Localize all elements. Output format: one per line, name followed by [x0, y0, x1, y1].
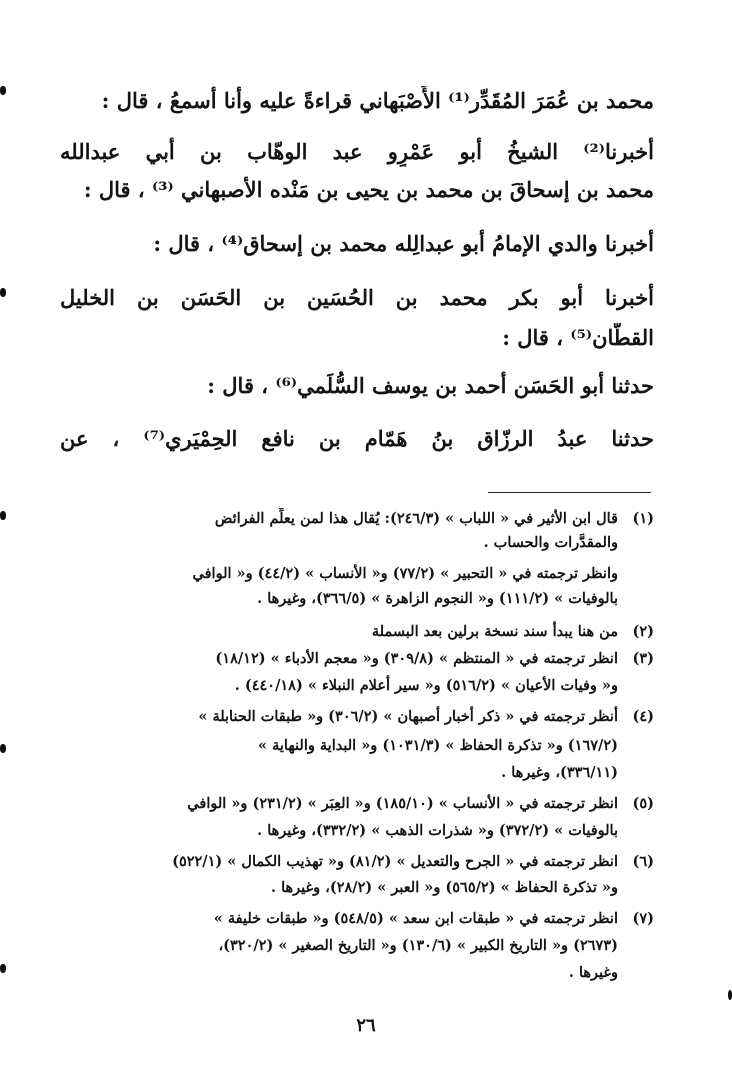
footnote-5 — [88, 793, 654, 815]
page-number: ٢٦ — [356, 1015, 376, 1036]
footnote-text: و« وفيات الأعيان » (٥١٦/٢) و« سير أعلام النبلاء » (٤٤٠/١٨) . — [234, 677, 618, 694]
footnote-text: انظر ترجمته في « طبقات ابن سعد » (٥٤٨/٥) و« طبقات خليفة » — [213, 910, 618, 927]
main-text-line: حدثنا عبدُ الرزّاق بنُ هَمّام بن نافع الحِمْيَري⁽⁷⁾ ، عن — [60, 426, 654, 451]
footnote-text: (١٦٧/٢) و« تذكرة الحفاظ » (١٠٣١/٣) و« البداية والنهاية » — [258, 737, 618, 754]
footnote-text: بالوفيات » (٣٧٢/٢) و« شذرات الذهب » (٣٣٢/٢)، وغيرها . — [257, 822, 618, 839]
footnote-text: انظر ترجمته في « الجرح والتعديل » (٨١/٢) و« تهذيب الكمال » (٥٢٢/١) — [172, 853, 618, 870]
footnote-text: انظر ترجمته في « الأنساب » (١٨٥/١٠) و« العِبَر » (٢٣١/٢) و« الوافي — [187, 795, 618, 812]
main-text-line: أخبرنا والدي الإمامُ أبو عبدالِله محمد بن إسحاق⁽⁴⁾ ، قال : — [153, 231, 654, 256]
footnote-7-cont — [88, 935, 654, 957]
footnote-text: (٢٦٧٣) و« التاريخ الكبير » (١٣٠/٦) و« التاريخ الصغير » (٣٢٠/٢)، — [218, 937, 618, 954]
footnote-number: (٤) — [632, 708, 654, 725]
margin-mark — [0, 964, 6, 973]
footnote-number: (٢) — [632, 623, 654, 640]
footnote-5-cont — [88, 820, 654, 842]
footnote-number: (٣) — [632, 650, 654, 667]
main-text-line: أخبرنا أبو بكر محمد بن الحُسَين بن الحَسَن بن الخليل — [60, 285, 654, 310]
footnote-text: أنظر ترجمته في « ذكر أخبار أصبهان » (٣٠٦/٢) و« طبقات الحنابلة » — [198, 708, 618, 725]
footnote-text: و« تذكرة الحفاظ » (٥٦٥/٢) و« العبر » (٢٨/٢)، وغيرها . — [271, 879, 618, 896]
margin-mark — [0, 744, 6, 753]
footnote-text: والمقدَّرات والحساب . — [483, 534, 618, 551]
footnote-4 — [88, 706, 654, 728]
footnote-6 — [88, 851, 654, 873]
margin-mark — [0, 511, 6, 520]
footnote-text: انظر ترجمته في « المنتظم » (٣٠٩/٨) و« معجم الأدباء » (١٨/١٢) — [215, 650, 618, 667]
footnote-7-cont — [88, 962, 654, 984]
footnote-3 — [88, 648, 654, 670]
footnote-1-cont — [88, 532, 654, 554]
main-text-line: محمد بن إسحاقَ بن محمد بن يحيى بن مَنْده الأصبهاني ⁽³⁾ ، قال : — [83, 177, 654, 202]
footnote-number: (٧) — [632, 910, 654, 927]
footnote-text: وانظر ترجمته في « التحبير » (٧٧/٢) و« الأنساب » (٤٤/٢) و« الوافي — [192, 565, 618, 582]
footnote-1-cont — [88, 588, 654, 610]
footnote-7 — [88, 908, 654, 930]
footnote-6-cont — [88, 877, 654, 899]
footnote-number: (١) — [632, 510, 654, 527]
main-text-line: القطّان⁽⁵⁾ ، قال : — [502, 325, 654, 350]
margin-mark — [0, 288, 6, 297]
footnote-4-cont — [88, 735, 654, 757]
footnote-text: (٣٣٦/١١)، وغيرها . — [501, 764, 618, 781]
footnote-2 — [88, 621, 654, 643]
footnote-1-cont — [88, 563, 654, 585]
margin-mark — [728, 990, 732, 1000]
main-text-line: حدثنا أبو الحَسَن أحمد بن يوسف السُّلَمي⁽⁶⁾ ، قال : — [207, 373, 654, 398]
footnote-text: من هنا يبدأ سند نسخة برلين بعد البسملة — [371, 623, 618, 640]
footnote-1 — [88, 508, 654, 530]
main-text-line: أخبرنا⁽²⁾ الشيخُ أبو عَمْرٍو عبد الوهّاب بن أبي عبدالله — [60, 139, 654, 164]
footnote-number: (٦) — [632, 853, 654, 870]
footnote-3-cont — [88, 675, 654, 697]
footnote-text: بالوفيات » (١١١/٢) و« النجوم الزاهرة » (٣٦٦/٥)، وغيرها . — [257, 590, 618, 607]
main-text-line: محمد بن عُمَرَ المُقَدِّر⁽¹⁾ الأَصْبَهاني قراءةً عليه وأنا أسمعُ ، قال : — [101, 88, 654, 113]
margin-mark — [0, 86, 6, 95]
footnote-number: (٥) — [632, 795, 654, 812]
footnote-text: وغيرها . — [568, 964, 618, 981]
footnote-text: قال ابن الأثير في « اللباب » (٢٤٦/٣): يُقال هذا لمن يعلِّم الفرائض — [214, 510, 618, 527]
footnote-4-cont — [88, 762, 654, 784]
footnote-separator — [488, 492, 651, 493]
